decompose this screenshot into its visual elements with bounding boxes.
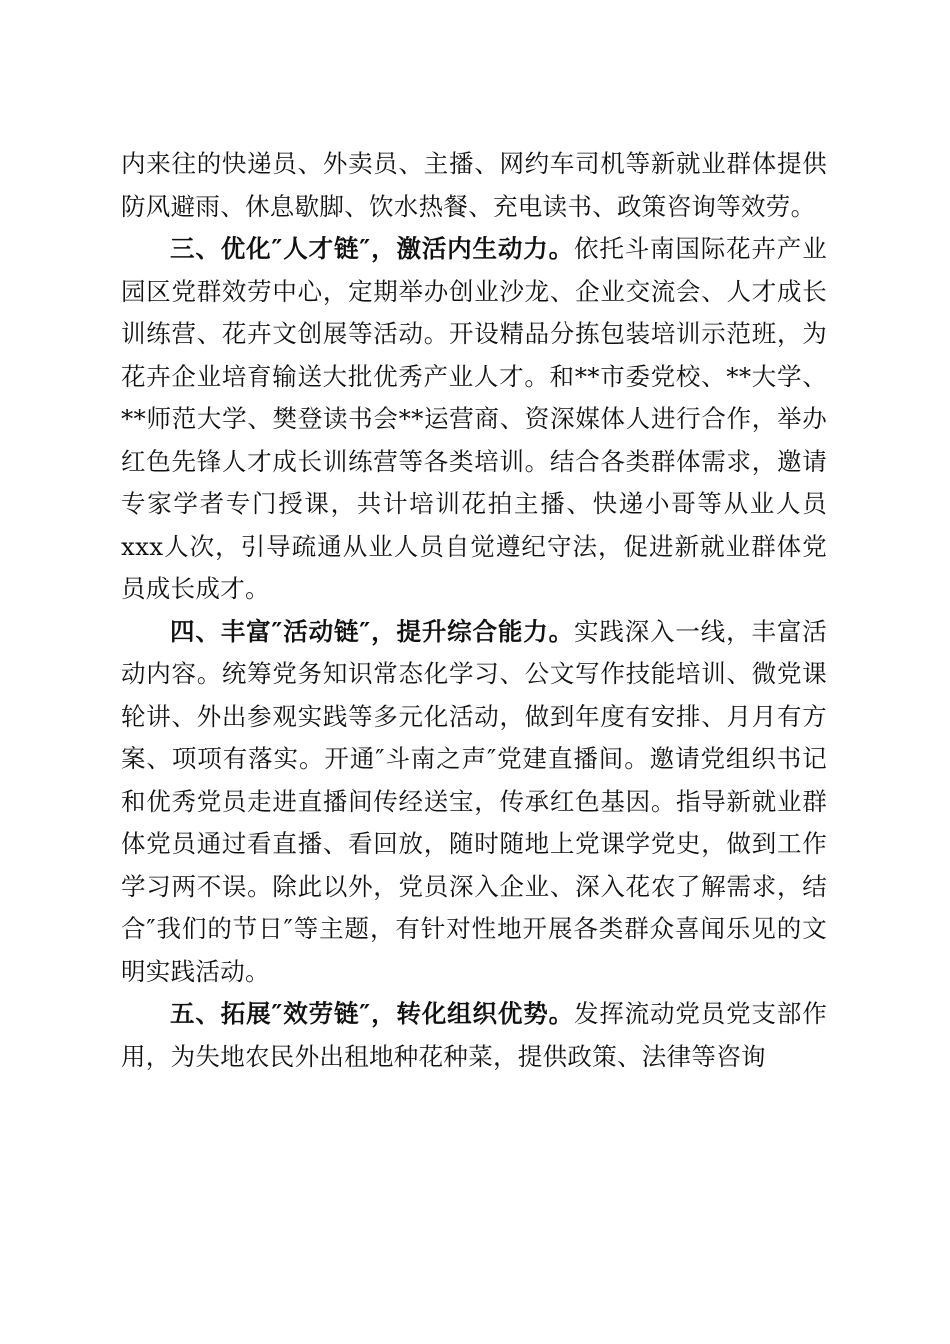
section-heading: 四、丰富″活动链″，提升综合能力。 (170, 616, 574, 646)
paragraph-section-5 (121, 993, 827, 1078)
section-heading: 五、拓展″效劳链″，转化组织优势。 (170, 999, 574, 1028)
paragraph-text: 内来往的快递员、外卖员、主播、网约车司机等新就业群体提供防风避雨、休息歇脚、饮水热餐、充电读书、政策咨询等效劳。 (121, 149, 827, 221)
section-heading: 三、优化″人才链″，激活内生动力。 (170, 234, 574, 263)
paragraph-section-4 (121, 611, 827, 994)
paragraph-continuation (121, 143, 827, 228)
paragraph-text: 发挥流动党员党支部作用，为失地农民外出租地种花种菜，提供政策、法律等咨询 (121, 999, 828, 1071)
paragraph-text: 依托斗南国际花卉产业园区党群效劳中心，定期举办创业沙龙、企业交流会、人才成长训练营、花卉文创展等活动。开设精品分拣包装培训示范班，为花卉企业培育输送大批优秀产业人才。和**市委党校、**大学、**师范大学、樊登读书会**运营商、资深媒体人进行合作，举办红色先锋人才成长训练营等各类培训。结合各类群体需求，邀请专家学者专门授课，共计培训花拍主播、快递小哥等从业人员xxx人次，引导疏通从业人员自觉遵纪守法，促进新就业群体党员成长成才。 (121, 234, 828, 603)
document-page (121, 143, 827, 1078)
paragraph-text: 实践深入一线，丰富活动内容。统筹党务知识常态化学习、公文写作技能培训、微党课轮讲、外出参观实践等多元化活动，做到年度有安排、月月有方案、项项有落实。开通″斗南之声″党建直播间。邀请党组织书记和优秀党员走进直播间传经送宝，传承红色基因。指导新就业群体党员通过看直播、看回放，随时随地上党课学党史，做到工作学习两不误。除此以外，党员深入企业、深入花农了解需求，结合″我们的节日″等主题，有针对性地开展各类群众喜闻乐见的文明实践活动。 (121, 616, 828, 986)
paragraph-section-3 (121, 228, 827, 611)
